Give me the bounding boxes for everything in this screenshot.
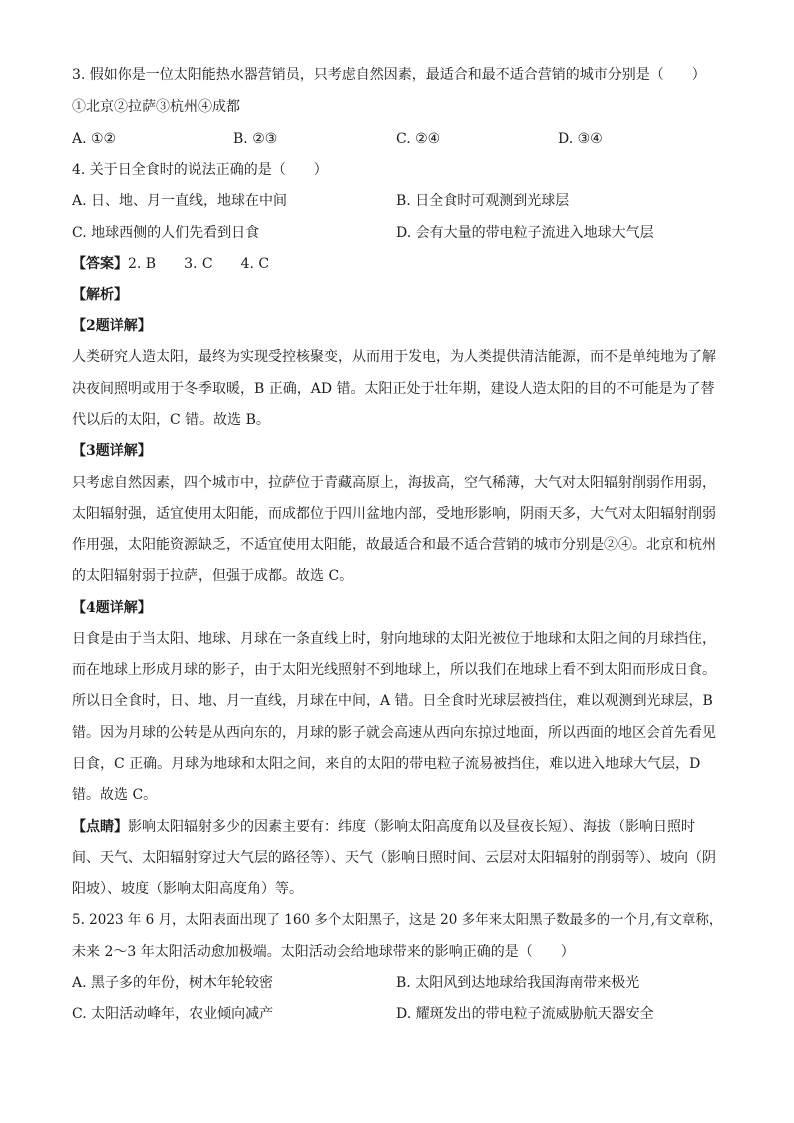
dianjing-line: 阳坡）、坡度（影响太阳高度角）等。 [72, 881, 303, 897]
q3-stem: 3. 假如你是一位太阳能热水器营销员，只考虑自然因素，最适合和最不适合营销的城市分别是（ ） [72, 67, 706, 83]
q5-stem-line: 未来 2～3 年太阳活动愈加极端。太阳活动会给地球带来的影响正确的是（ ） [72, 944, 575, 960]
q3-option-b: B. ②③ [233, 131, 278, 147]
detail3-line: 太阳辐射强，适宜使用太阳能，而成都位于四川盆地内部，受地形影响，阴雨天多，大气对太阳辐射削弱 [72, 506, 716, 522]
q3-cities: ①北京②拉萨③杭州④成都 [72, 99, 240, 115]
dianjing-first-line [72, 817, 695, 837]
q3-option-d: D. ③④ [558, 131, 603, 147]
q4-option-a: A. 日、地、月一直线，地球在中间 [72, 193, 288, 209]
q5-stem-line: 5. 2023 年 6 月，太阳表面出现了 160 多个太阳黑子，这是 20 多年来太阳黑子数最多的一个月,有文章称， [72, 912, 723, 928]
q3-option-c: C. ②④ [396, 131, 441, 147]
detail3-line: 作用强，太阳能资源缺乏，不适宜使用太阳能，故最适合和最不适合营销的城市分别是②④。北京和杭州 [72, 537, 716, 553]
answer-tag: 【答案】 [72, 256, 128, 272]
detail3-line: 只考虑自然因素，四个城市中，拉萨位于青藏高原上，海拔高，空气稀薄，大气对太阳辐射削弱作用弱， [72, 475, 716, 491]
q5-option-b: B. 太阳风到达地球给我国海南带来极光 [396, 975, 640, 991]
detail4-line: 错。故选 C。 [72, 787, 158, 803]
detail4-line: 错。因为月球的公转是从西向东的，月球的影子就会高速从西向东掠过地面，所以西面的地区会首先看见 [72, 725, 716, 741]
dianjing-line: 间、天气、太阳辐射穿过大气层的路径等）、天气（影响日照时间、云层对太阳辐射的削弱等）、坡向（阴 [72, 850, 716, 866]
detail4-line: 日食是由于当太阳、地球、月球在一条直线上时，射向地球的太阳光被位于地球和太阳之间的月球挡住， [72, 631, 716, 647]
detail2-line: 人类研究人造太阳，最终为实现受控核聚变，从而用于发电，为人类提供清洁能源，而不是单纯地为了解 [72, 349, 716, 365]
q4-option-c: C. 地球西侧的人们先看到日食 [72, 225, 260, 241]
q5-option-d: D. 耀斑发出的带电粒子流威胁航天器安全 [396, 1006, 654, 1022]
answer-text: 2. B 3. C 4. C [128, 256, 270, 272]
detail2-line: 决夜间照明或用于冬季取暖，B 正确，AD 错。太阳正处于壮年期，建设人造太阳的目的不可能是为了替 [72, 381, 715, 397]
detail2-tag: 【2题详解】 [72, 318, 152, 334]
detail4-line: 所以日全食时，日、地、月一直线，月球在中间，A 错。日全食时光球层被挡住，难以观测到光球层，B [72, 693, 713, 709]
q4-option-d: D. 会有大量的带电粒子流进入地球大气层 [396, 225, 654, 241]
q3-option-a: A. ①② [72, 131, 117, 147]
analysis-tag: 【解析】 [72, 287, 128, 303]
q5-option-c: C. 太阳活动峰年，农业倾向减产 [72, 1006, 274, 1022]
detail3-tag: 【3题详解】 [72, 443, 152, 459]
answer-line [72, 254, 269, 274]
detail3-line: 的太阳辐射弱于拉萨，但强于成都。故选 C。 [72, 568, 354, 584]
detail2-line: 代以后的太阳，C 错。故选 B。 [72, 412, 270, 428]
detail4-tag: 【4题详解】 [72, 600, 152, 616]
q5-option-a: A. 黑子多的年份，树木年轮较密 [72, 975, 274, 991]
detail4-line: 日食，C 正确。月球为地球和太阳之间，来自的太阳的带电粒子流易被挡住，难以进入地球大气层，D [72, 756, 701, 772]
detail4-line: 而在地球上形成月球的影子，由于太阳光线照射不到地球上，所以我们在地球上看不到太阳而形成日食。 [72, 662, 716, 678]
dianjing-text: 影响太阳辐射多少的因素主要有：纬度（影响太阳高度角以及昼夜长短）、海拔（影响日照时 [128, 819, 695, 835]
q4-stem: 4. 关于日全食时的说法正确的是（ ） [72, 162, 328, 178]
dianjing-tag: 【点睛】 [72, 819, 128, 835]
q4-option-b: B. 日全食时可观测到光球层 [396, 193, 570, 209]
